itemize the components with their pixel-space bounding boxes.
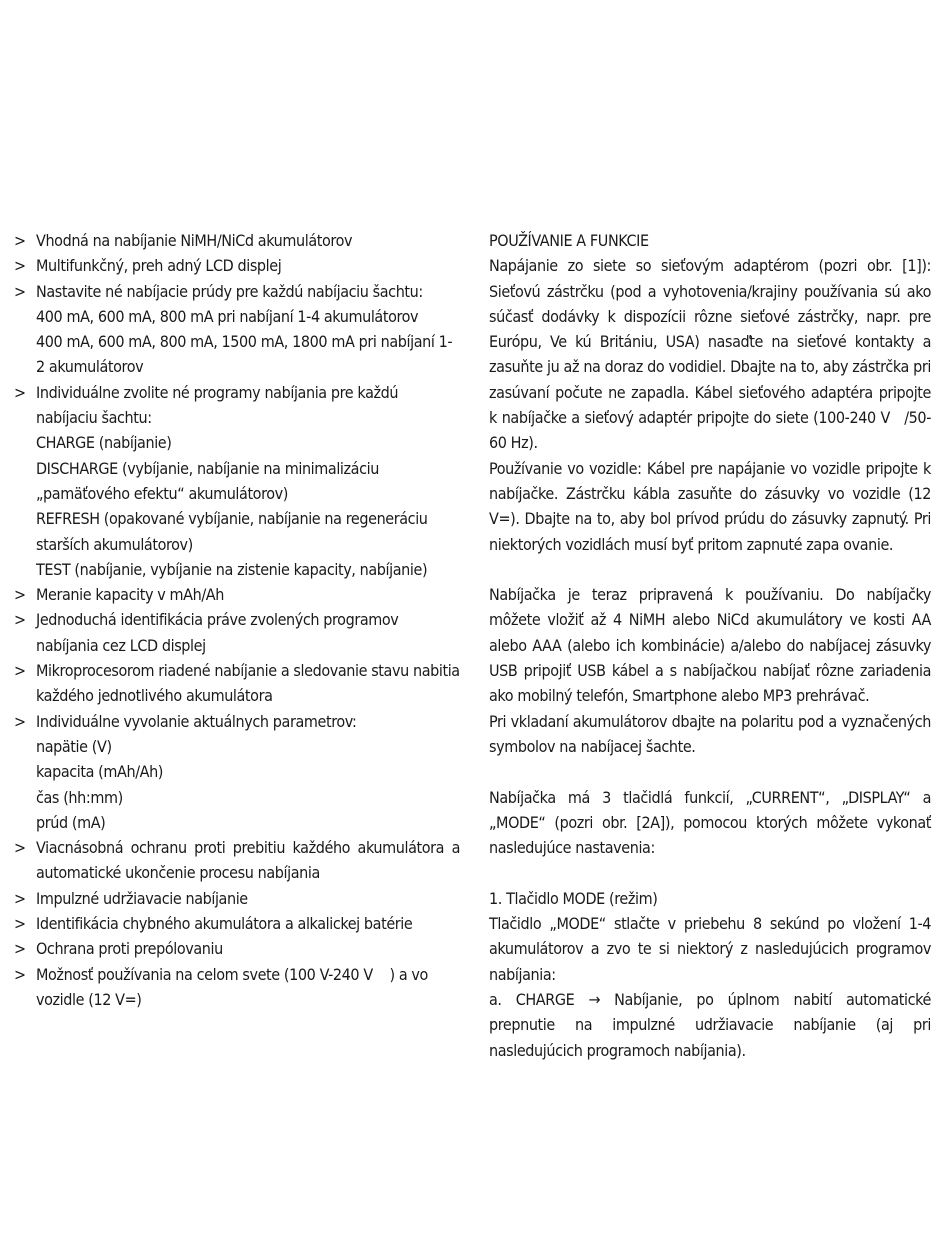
paragraph-buttons: Nabíjačka má 3 tlačidlá funkcií, „CURRENT“, „DISPLAY“ a „MODE“ (pozri obr. [2A]), pomocou ktorých môžete vykonať nasledujúce nastavenia: xyxy=(489,787,931,858)
feature-subitem: napätie (V) xyxy=(36,736,112,756)
feature-item xyxy=(14,607,460,658)
feature-text: Individuálne vyvolanie aktuálnych parametrov: xyxy=(36,711,357,731)
paragraph-polarity: Pri vkladaní akumulátorov dbajte na polaritu pod a vyznačených symbolov na nabíjacej šachte. xyxy=(489,711,931,756)
feature-item xyxy=(14,582,460,607)
paragraph-gap xyxy=(489,759,931,784)
paragraph-gap xyxy=(489,860,931,885)
feature-subitem: 400 mA, 600 mA, 800 mA, 1500 mA, 1800 mA pri nabíjaní 1-2 akumulátorov xyxy=(36,332,453,377)
feature-item xyxy=(14,279,460,304)
section-heading: POUŽÍVANIE A FUNKCIE xyxy=(489,231,649,250)
feature-text: Nastavite né nabíjacie prúdy pre každú nabíjaciu šachtu: xyxy=(36,281,423,301)
feature-item xyxy=(14,253,460,278)
bullet-marker: > xyxy=(14,585,26,605)
feature-item xyxy=(14,835,460,886)
paragraph-mode-heading: 1. Tlačidlo MODE (režim) xyxy=(489,888,658,908)
feature-text: Individuálne zvolite né programy nabíjania pre každú nabíjaciu šachtu: xyxy=(36,382,399,428)
feature-subitem: TEST (nabíjanie, vybíjanie na zistenie kapacity, nabíjanie) xyxy=(36,559,428,579)
bullet-marker: > xyxy=(14,231,26,250)
feature-text: Identifikácia chybného akumulátora a alkalickej batérie xyxy=(36,914,413,934)
feature-subitem: prúd (mA) xyxy=(36,812,106,832)
paragraph-vehicle-use: Používanie vo vozidle: Kábel pre napájanie vo vozidle pripojte k nabíjačke. Zástrčku kábla zasuňte do zásuvky vo vozidle (12 V=). Dbajte na to, aby bol prívod prúdu do zásuvky zapnutý. Pri niektorých vozidlách musí byť pritom zapnuté zapa ovanie. xyxy=(489,458,931,554)
feature-item xyxy=(14,936,460,961)
feature-item xyxy=(14,886,460,911)
feature-subitem: CHARGE (nabíjanie) xyxy=(36,433,172,453)
bullet-marker: > xyxy=(14,888,26,908)
bullet-marker: > xyxy=(14,711,26,731)
feature-item xyxy=(14,911,460,936)
paragraph-mains-power: Napájanie zo siete so sieťovým adaptérom (pozri obr. [1]): Sieťovú zástrčku (pod a vyhotovenia/krajiny používania sú ako súčasť dodávky k dispozícii rôzne sieťové zástrčky, napr. pre Európu, Ve kú Britániu, USA) nasaďte na sieťové kontakty a zasuňte ju až na doraz do vodidiel. Dbajte na to, aby zástrčka pri zasúvaní počute ne zapadla. Kábel sieťového adaptéra pripojte k nabíjačke a sieťový adaptér pripojte do siete (100-240 V /50-60 Hz). xyxy=(489,256,936,453)
feature-subitem: DISCHARGE (vybíjanie, nabíjanie na minimalizáciu „pamäťového efektu“ akumulátorov) xyxy=(36,458,379,503)
bullet-marker: > xyxy=(14,661,26,681)
bullet-marker: > xyxy=(14,838,26,858)
feature-item xyxy=(14,380,460,431)
feature-text: Mikroprocesorom riadené nabíjanie a sledovanie stavu nabitia každého jednotlivého akumulátora xyxy=(36,661,460,706)
bullet-marker: > xyxy=(14,914,26,934)
feature-subitem: 400 mA, 600 mA, 800 mA pri nabíjaní 1-4 akumulátorov xyxy=(36,306,419,326)
feature-text: Multifunkčný, preh adný LCD displej xyxy=(36,256,282,276)
features-list xyxy=(14,228,460,1012)
paragraph-charge-mode: a. CHARGE → Nabíjanie, po úplnom nabití automatické prepnutie na impulzné udržiavacie nabíjanie (aj pri nasledujúcich programoch nabíjania). xyxy=(489,989,931,1060)
usage-section xyxy=(489,228,936,1063)
paragraph-ready: Nabíjačka je teraz pripravená k používaniu. Do nabíjačky môžete vložiť až 4 NiMH alebo NiCd akumulátory ve kosti AA alebo AAA (alebo ich kombinácie) a/alebo do nabíjacej zásuvky USB pripojiť USB kábel a s nabíjačkou nabíjať rôzne zariadenia ako mobilný telefón, Smartphone alebo MP3 prehrávač. xyxy=(489,585,931,706)
bullet-marker: > xyxy=(14,281,26,301)
bullet-marker: > xyxy=(14,939,26,959)
feature-item xyxy=(14,962,460,1013)
bullet-marker: > xyxy=(14,256,26,276)
feature-text: Vhodná na nabíjanie NiMH/NiCd akumulátorov xyxy=(36,231,353,250)
feature-text: Jednoduchá identifikácia práve zvolených programov nabíjania cez LCD displej xyxy=(36,610,399,655)
feature-subitem: kapacita (mAh/Ah) xyxy=(36,762,164,782)
feature-text: Impulzné udržiavacie nabíjanie xyxy=(36,888,248,908)
feature-text: Meranie kapacity v mAh/Ah xyxy=(36,585,224,605)
feature-item xyxy=(14,658,460,709)
feature-item xyxy=(14,709,460,734)
feature-subitem: čas (hh:mm) xyxy=(36,787,123,807)
paragraph-gap xyxy=(489,557,931,582)
feature-item xyxy=(14,228,460,253)
feature-text: Ochrana proti prepólovaniu xyxy=(36,939,223,959)
bullet-marker: > xyxy=(14,610,26,630)
feature-text: Možnosť používania na celom svete (100 V-240 V ) a vo vozidle (12 V=) xyxy=(36,964,433,1009)
bullet-marker: > xyxy=(14,382,26,402)
paragraph-mode-instructions: Tlačidlo „MODE“ stlačte v priebehu 8 sekúnd po vložení 1-4 akumulátorov a zvo te si niektorý z nasledujúcich programov nabíjania: xyxy=(489,914,931,984)
bullet-marker: > xyxy=(14,964,26,984)
feature-subitem: REFRESH (opakované vybíjanie, nabíjanie na regeneráciu starších akumulátorov) xyxy=(36,509,428,554)
feature-text: Viacnásobná ochranu proti prebitiu každého akumulátora a automatické ukončenie procesu nabíjania xyxy=(36,838,460,883)
